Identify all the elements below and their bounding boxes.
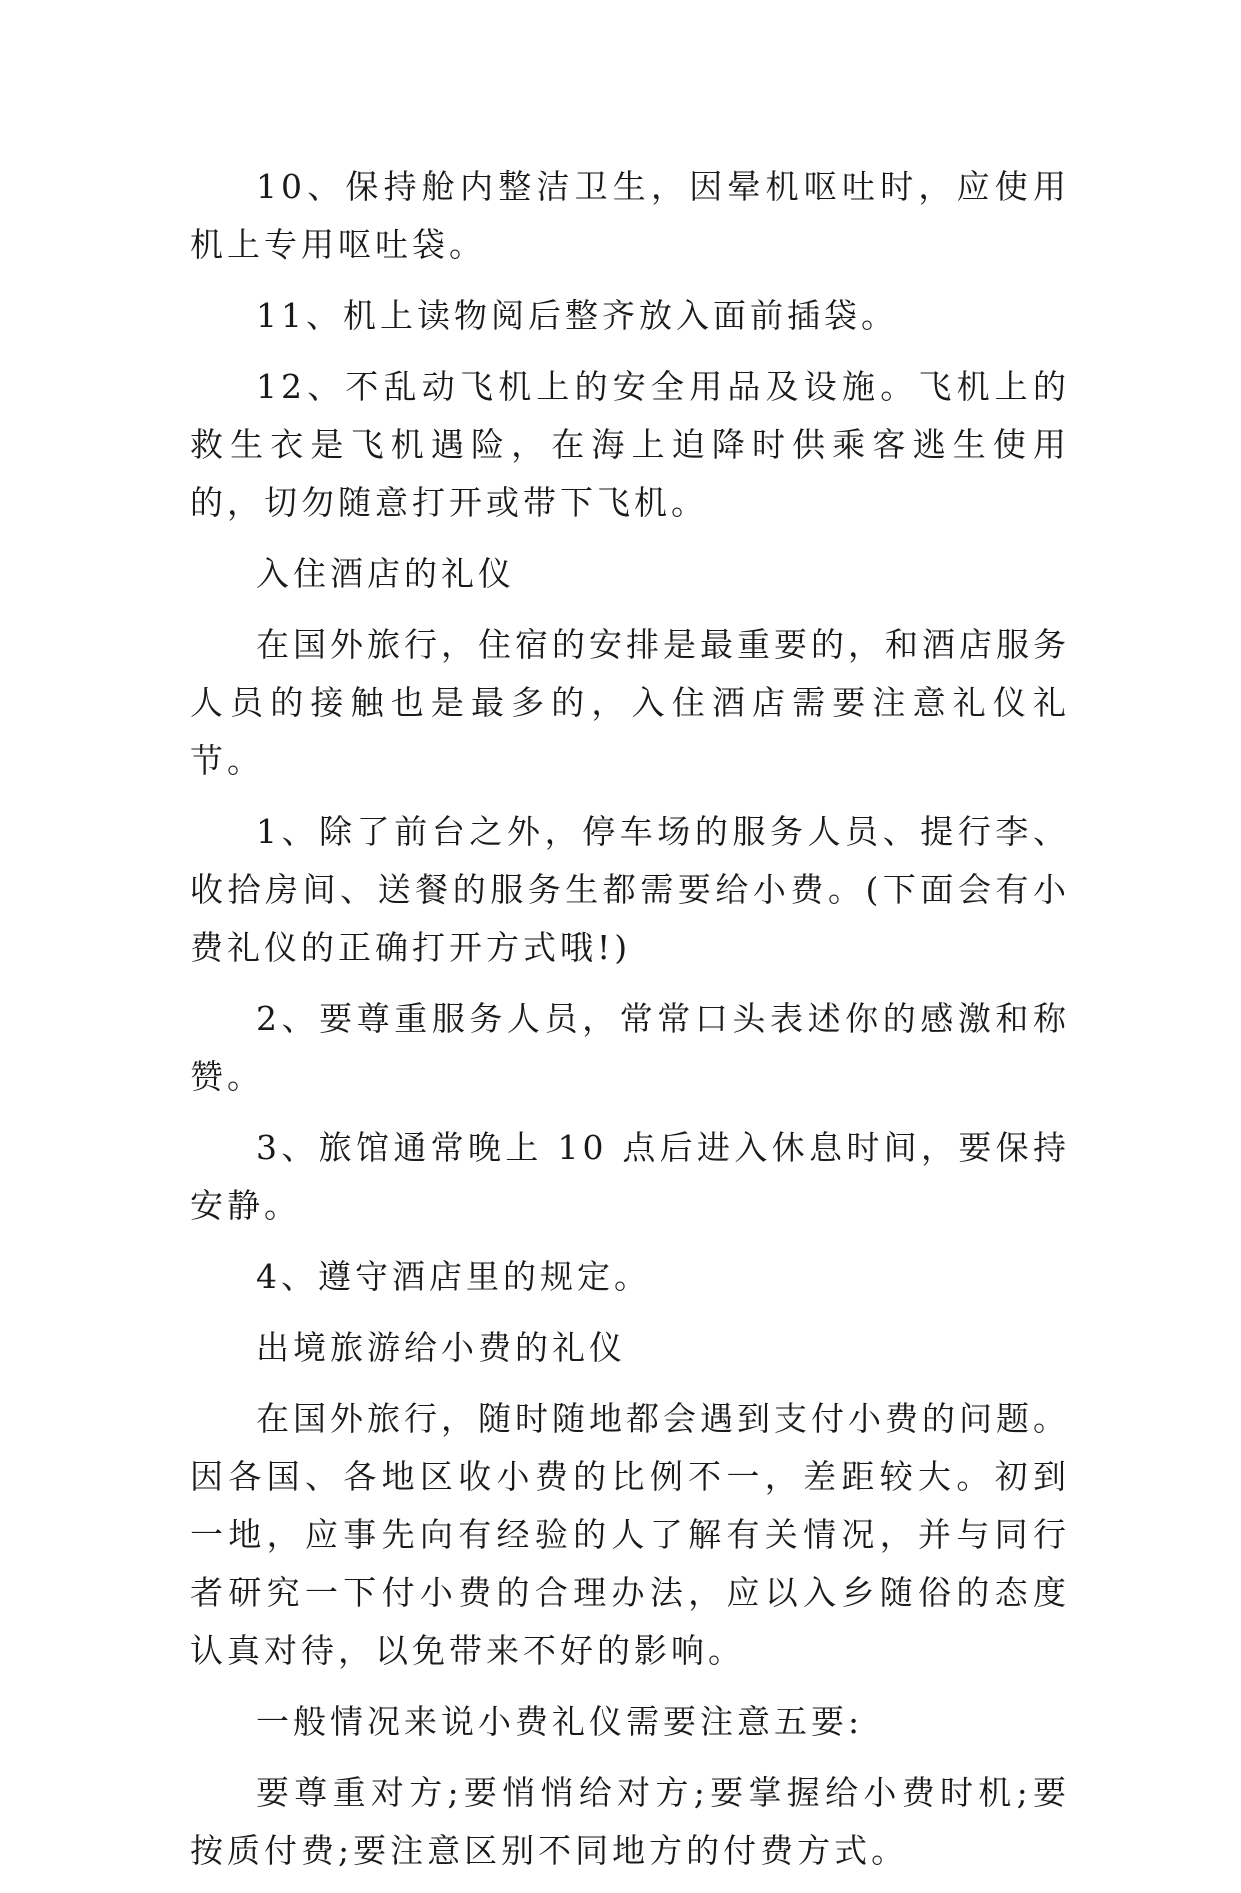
paragraph-tipping-summary: 一般情况来说小费礼仪需要注意五要: — [256, 1702, 864, 1741]
paragraph-item-12: 12、不乱动飞机上的安全用品及设施。飞机上的救生衣是飞机遇险，在海上迫降时供乘客逃生使用的，切勿随意打开或带下飞机。 — [190, 367, 1070, 522]
paragraph-hotel-item-4: 4、遵守酒店里的规定。 — [256, 1257, 651, 1296]
paragraph-hotel-intro: 在国外旅行，住宿的安排是最重要的，和酒店服务人员的接触也是最多的，入住酒店需要注意礼仪礼节。 — [190, 625, 1070, 780]
paragraph-item-11: 11、机上读物阅后整齐放入面前插袋。 — [256, 296, 898, 335]
paragraph-hotel-item-1: 1、除了前台之外，停车场的服务人员、提行李、收拾房间、送餐的服务生都需要给小费。(下面会有小费礼仪的正确打开方式哦!) — [190, 812, 1070, 967]
paragraph-tipping-rules: 要尊重对方;要悄悄给对方;要掌握给小费时机;要按质付费;要注意区别不同地方的付费方式。 — [190, 1773, 1070, 1870]
document-body — [190, 158, 1070, 1893]
paragraph-hotel-item-2: 2、要尊重服务人员，常常口头表述你的感激和称赞。 — [190, 999, 1070, 1096]
paragraph-hotel-item-3: 3、旅馆通常晚上 10 点后进入休息时间，要保持安静。 — [190, 1128, 1070, 1225]
paragraph-item-10: 10、保持舱内整洁卫生，因晕机呕吐时，应使用机上专用呕吐袋。 — [190, 167, 1070, 264]
section-heading-hotel: 入住酒店的礼仪 — [256, 554, 515, 593]
section-heading-tipping: 出境旅游给小费的礼仪 — [256, 1328, 626, 1367]
paragraph-tipping-intro: 在国外旅行，随时随地都会遇到支付小费的问题。因各国、各地区收小费的比例不一，差距较大。初到一地，应事先向有经验的人了解有关情况，并与同行者研究一下付小费的合理办法，应以入乡随俗的态度认真对待，以免带来不好的影响。 — [190, 1399, 1070, 1670]
